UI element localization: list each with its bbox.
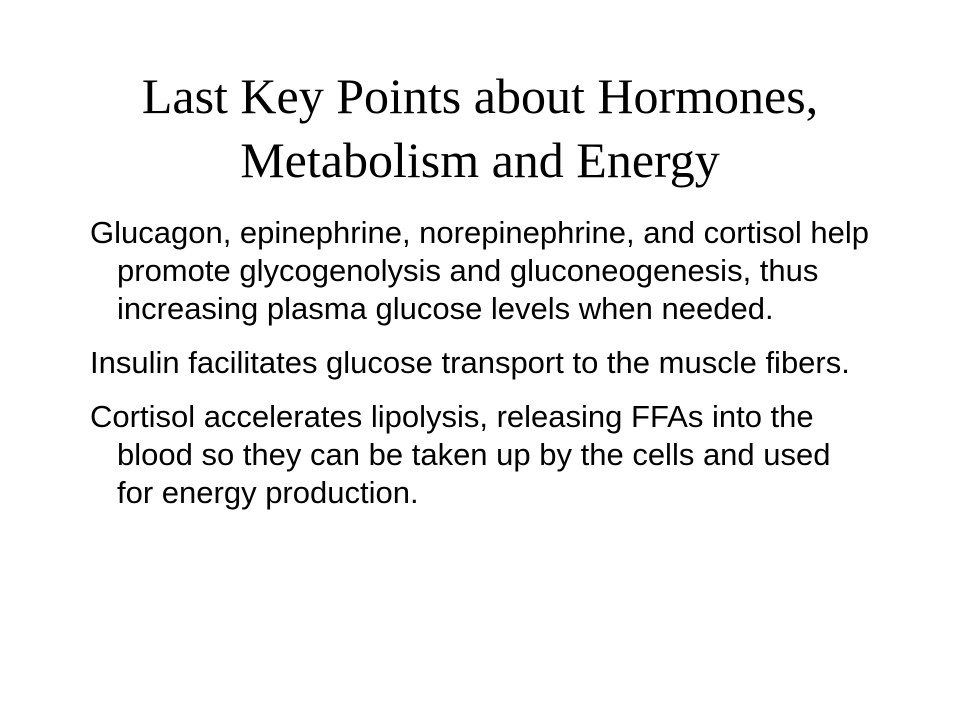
bullet-item-cortisol: Cortisol accelerates lipolysis, releasing FFAs into the blood so they can be taken up by the cells and used for energy production.	[90, 399, 831, 510]
slide-title	[40, 64, 920, 192]
bullet-item-insulin: Insulin facilitates glucose transport to the muscle fibers.	[90, 345, 850, 380]
title-line-1: Last Key Points about Hormones,	[141, 68, 819, 124]
bullet-item-hormones-glucose: Glucagon, epinephrine, norepinephrine, and cortisol help promote glycogenolysis and gluconeogenesis, thus increasing plasma glucose levels when needed.	[90, 215, 869, 326]
bullet-list	[90, 214, 870, 528]
title-line-2: Metabolism and Energy	[240, 132, 720, 188]
